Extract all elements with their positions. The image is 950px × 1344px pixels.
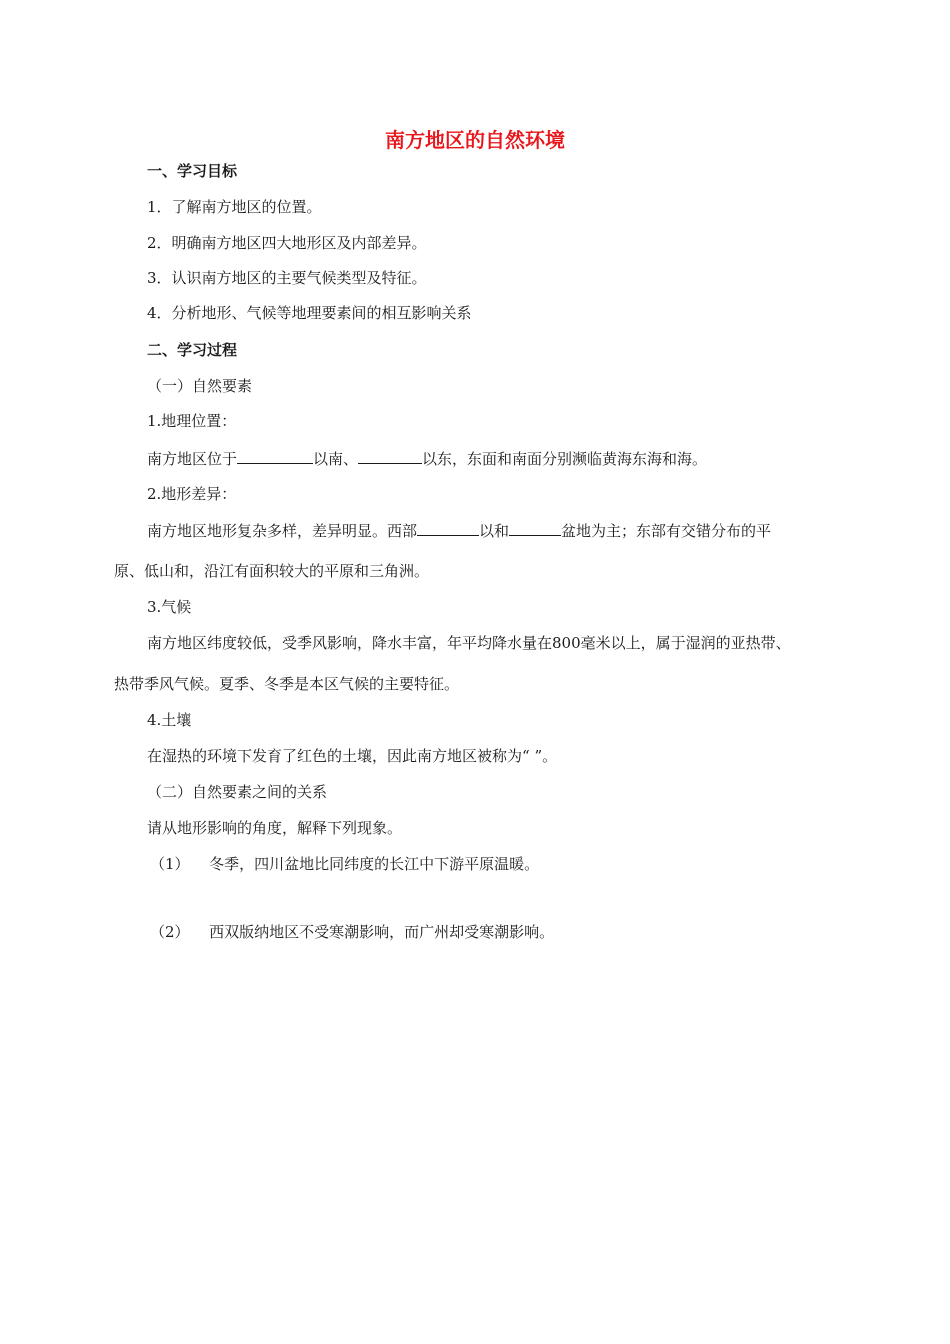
terrain-text-d: 原、低山和，沿江有面积较大的平原和三角洲。 [114, 562, 430, 580]
question-1-number: （1） [150, 855, 190, 873]
subsection-natural-elements: （一）自然要素 [147, 377, 253, 395]
page-title: 南方地区的自然环境 [385, 128, 565, 152]
terrain-text-c: 盆地为主；东部有交错分布的平 [561, 522, 772, 540]
location-sentence [147, 448, 707, 469]
location-label: 1.地理位置： [147, 412, 237, 430]
climate-label: 3.气候 [147, 598, 192, 616]
section-heading-goals: 一、学习目标 [147, 162, 238, 180]
location-text-b: 以南、 [313, 450, 359, 468]
soil-text: 在湿热的环境下发育了红色的土壤，因此南方地区被称为“ ”。 [147, 747, 558, 765]
location-text-a: 南方地区位于 [147, 450, 238, 468]
soil-label: 4.土壤 [147, 711, 192, 729]
terrain-text-a: 南方地区地形复杂多样，差异明显。西部 [147, 522, 418, 540]
terrain-label: 2.地形差异： [147, 485, 237, 503]
goal-item-3: 3．认识南方地区的主要气候类型及特征。 [147, 269, 427, 287]
question-2-number: （2） [150, 923, 190, 941]
fill-blank[interactable] [417, 520, 479, 536]
terrain-sentence [147, 520, 771, 541]
fill-blank[interactable] [358, 448, 422, 464]
goal-item-2: 2．明确南方地区四大地形区及内部差异。 [147, 234, 427, 252]
climate-line-1: 南方地区纬度较低，受季风影响，降水丰富，年平均降水量在800毫米以上，属于湿润的亚热带、 [147, 634, 791, 652]
goal-item-1: 1．了解南方地区的位置。 [147, 198, 322, 216]
location-text-c: 以东，东面和南面分别濒临黄海东海和海。 [422, 450, 708, 468]
instruction-text: 请从地形影响的角度，解释下列现象。 [147, 819, 403, 837]
terrain-text-b: 以和 [479, 522, 510, 540]
climate-line-2: 热带季风气候。夏季、冬季是本区气候的主要特征。 [114, 675, 460, 693]
subsection-relations: （二）自然要素之间的关系 [147, 783, 328, 801]
section-heading-process: 二、学习过程 [147, 341, 238, 359]
question-2-text: 西双版纳地区不受寒潮影响，而广州却受寒潮影响。 [209, 923, 555, 941]
fill-blank[interactable] [237, 448, 313, 464]
question-2 [150, 922, 554, 942]
fill-blank[interactable] [547, 520, 561, 536]
fill-blank[interactable] [509, 520, 547, 536]
question-1-text: 冬季，四川盆地比同纬度的长江中下游平原温暖。 [209, 855, 540, 873]
goal-item-4: 4．分析地形、气候等地理要素间的相互影响关系 [147, 304, 472, 322]
question-1 [150, 854, 539, 874]
